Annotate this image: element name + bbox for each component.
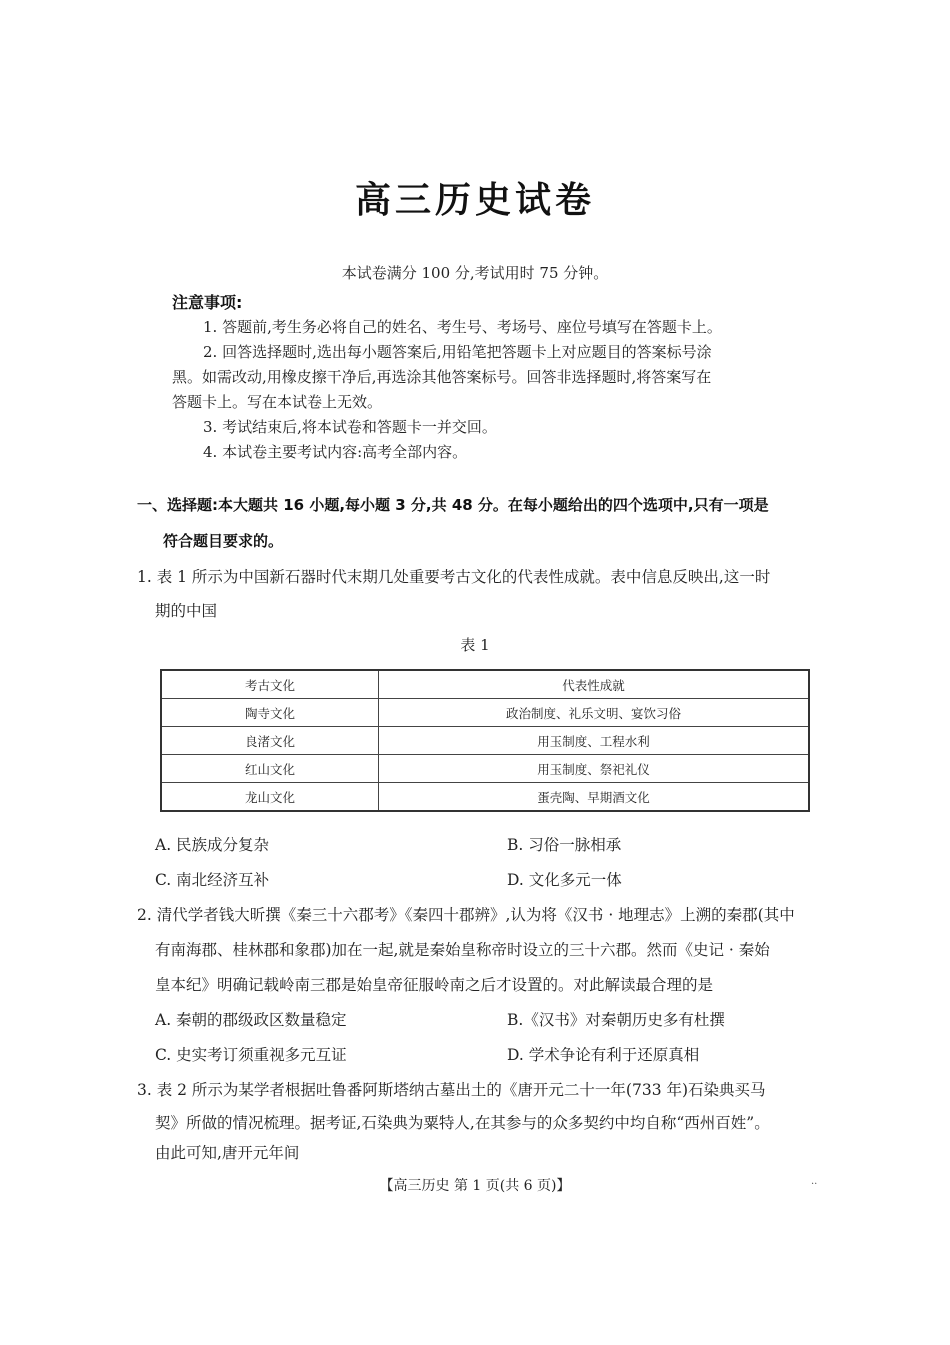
notice-item: 2. 回答选择题时,选出每小题答案后,用铅笔把答题卡上对应题目的答案标号涂 — [203, 343, 712, 361]
question-stem: 期的中国 — [155, 602, 218, 620]
table-cell: 龙山文化 — [161, 783, 379, 812]
section-heading: 一、选择题:本大题共 16 小题,每小题 3 分,共 48 分。在每小题给出的四个选项中,只有一项是 — [137, 496, 769, 514]
table-cell: 用玉制度、工程水利 — [379, 727, 810, 755]
table-cell: 政治制度、礼乐文明、宴饮习俗 — [379, 699, 810, 727]
table-cell: 蛋壳陶、早期酒文化 — [379, 783, 810, 812]
option-a: A. 民族成分复杂 — [155, 836, 270, 854]
table-header-cell: 考古文化 — [161, 670, 379, 699]
table-cell: 用玉制度、祭祀礼仪 — [379, 755, 810, 783]
question-stem: 3. 表 2 所示为某学者根据吐鲁番阿斯塔纳古墓出土的《唐开元二十一年(733 年)石染典买马 — [137, 1081, 766, 1099]
table-cell: 陶寺文化 — [161, 699, 379, 727]
table-row — [161, 727, 809, 755]
option-c: C. 南北经济互补 — [155, 871, 270, 889]
question-stem: 由此可知,唐开元年间 — [155, 1144, 300, 1162]
question-stem: 1. 表 1 所示为中国新石器时代末期几处重要考古文化的代表性成就。表中信息反映出,这一时 — [137, 568, 771, 586]
page-title: 高三历史试卷 — [354, 180, 595, 221]
notice-item: 答题卡上。写在本试卷上无效。 — [172, 393, 383, 411]
table-row — [161, 755, 809, 783]
notice-item: 3. 考试结束后,将本试卷和答题卡一并交回。 — [203, 418, 497, 436]
table-row — [161, 699, 809, 727]
option-a: A. 秦朝的郡级政区数量稳定 — [155, 1011, 347, 1029]
notice-item: 4. 本试卷主要考试内容:高考全部内容。 — [203, 443, 468, 461]
table-caption: 表 1 — [460, 636, 490, 654]
option-c: C. 史实考订须重视多元互证 — [155, 1046, 347, 1064]
option-b: B.《汉书》对秦朝历史多有杜撰 — [507, 1011, 725, 1029]
table-header-cell: 代表性成就 — [379, 670, 810, 699]
option-d: D. 文化多元一体 — [507, 871, 622, 889]
question-stem: 2. 清代学者钱大昕撰《秦三十六郡考》《秦四十郡辨》,认为将《汉书 · 地理志》上溯的秦郡(其中 — [137, 906, 795, 924]
section-heading-cont: 符合题目要求的。 — [163, 532, 284, 550]
table-1 — [160, 669, 810, 812]
option-b: B. 习俗一脉相承 — [507, 836, 622, 854]
question-stem: 皇本纪》明确记载岭南三郡是始皇帝征服岭南之后才设置的。对此解读最合理的是 — [155, 976, 714, 994]
table-header-row — [161, 670, 809, 699]
table-cell: 良渚文化 — [161, 727, 379, 755]
notice-item: 1. 答题前,考生务必将自己的姓名、考生号、考场号、座位号填写在答题卡上。 — [203, 318, 722, 336]
table-row — [161, 783, 809, 812]
question-stem: 有南海郡、桂林郡和象郡)加在一起,就是秦始皇称帝时设立的三十六郡。然而《史记 · 秦始 — [155, 941, 770, 959]
notice-heading: 注意事项: — [172, 293, 243, 312]
question-stem: 契》所做的情况梳理。据考证,石染典为粟特人,在其参与的众多契约中均自称“西州百姓”。 — [155, 1114, 770, 1132]
footer-mark: .. — [811, 1176, 818, 1187]
page-footer: 【高三历史 第 1 页(共 6 页)】 — [379, 1178, 571, 1194]
table-cell: 红山文化 — [161, 755, 379, 783]
notice-item: 黑。如需改动,用橡皮擦干净后,再选涂其他答案标号。回答非选择题时,将答案写在 — [172, 368, 712, 386]
exam-info: 本试卷满分 100 分,考试用时 75 分钟。 — [341, 264, 609, 282]
option-d: D. 学术争论有利于还原真相 — [507, 1046, 700, 1064]
